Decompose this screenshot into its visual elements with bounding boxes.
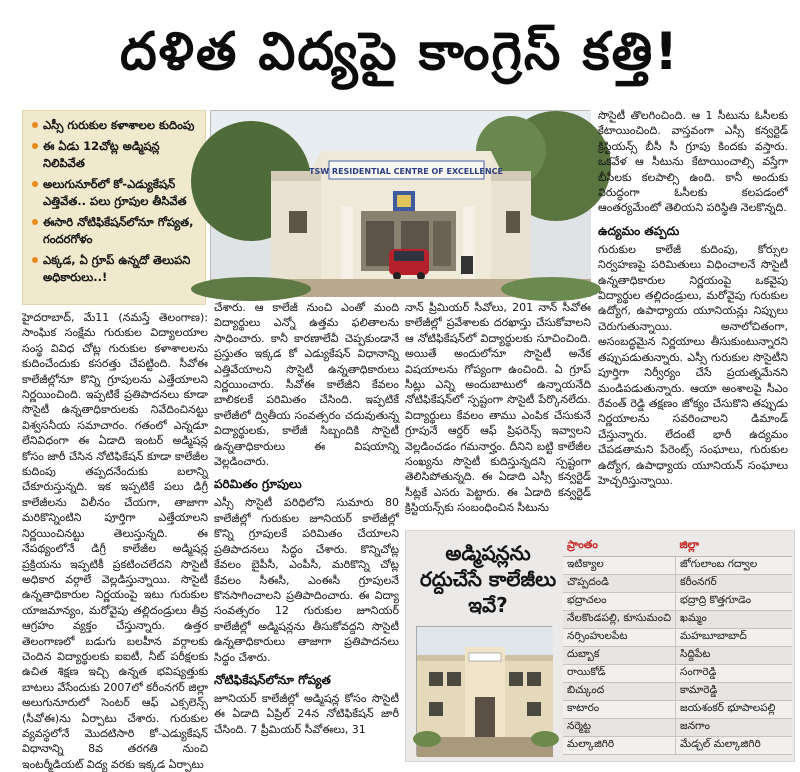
place-cell: మల్కాజిగిరి [563,737,676,755]
article-column-2 [214,300,399,756]
place-cell: నర్మెట్ట [563,719,676,737]
district-cell: సిద్దిపేట [676,647,792,665]
district-cell: మేడ్చల్ మల్కాజిగిరి [676,737,792,755]
table-row [563,701,792,719]
column-header-place: ప్రాంతం [563,536,676,557]
highlight-item: ఈ ఏడు 12చోట్ల అడ్మిషన్ల నిలిపివేత [31,138,199,172]
place-cell: చొప్పదండి [563,575,676,593]
district-cell: జనగాం [676,719,792,737]
article-paragraph: నాన్ ప్రీమియర్ సీవోలు, 201 నాన్ సీవోఈ కాలేజీల్లో ప్రవేశాలకు దరఖాస్తు చేసుకోవాలని ఆ నోటిఫికేషన్‌లో విద్యార్థులకు సూచించింది. అయితే అందులోనూ సొసైటీ అనేక విషయాలను గోప్యంగా ఉంచింది. ఏ గ్రూప్ సీట్లు ఎన్ని అందుబాటులో ఉన్నాయనేది నోటిఫికేషన్‌లో స్పష్టంగా సొసైటీ పేర్కొనలేదు. విద్యార్థులు కేవలం తాము ఎంపిక చేసుకునే గ్రూపునే ఆర్డర్ ఆఫ్ ప్రిఫరెన్స్ ఇవ్వాలని వెల్లడించడం గమనార్హం. దీనిని బట్టి కాలేజీల సంఖ్యను సొసైటీ కుదిస్తున్నదని స్పష్టంగా తెలిసిపోతున్నది. ఈ ఏడాది ఎస్సీ కన్వర్టెడ్ సీట్లకే ఎసరు పెట్టారు. ఈ ఏడాది కన్వర్టెడ్ క్రిస్టియన్స్‌కు సంబంధించిన సీటును [405,301,591,515]
article-paragraph: సొసైటీ తొలగించింది. ఆ 1 సీటును ఓసీలకు కేటాయించింది. వాస్తవంగా ఎస్సీ కన్వర్టెడ్ క్రిస్టియన్స్ బీసీ సీ గ్రూపు కిందకు వస్తారు. ఒకవేళ ఆ సీటును కేటాయించాల్సి వస్తేగా బీసీలకు కలపాల్సి ఉంది. కానీ అందుకు విరుద్ధంగా ఓసీలకు కలపడంలో ఆంతర్యమేంటో తెలియని పరిస్థితి నెలకొన్నది. [598,109,788,215]
small-building-illustration [417,627,553,757]
district-cell: జయశంకర్ భూపాలపల్లి [676,701,792,719]
table-row [563,665,792,683]
college-building-photo [210,110,590,296]
article-paragraph: హైదరాబాద్, మే11 (నమస్తే తెలంగాణ): సాంఘిక సంక్షేమ గురుకుల విద్యాలయాల సంస్థ వివిధ చోట్ల గురుకుల కళాశాలలను కుదించేందుకు కసరత్తు చేపట్టింది. సీవోఈ కాలేజీల్లోనూ కొన్ని గ్రూపులను ఎత్తేయాలని నిర్ణయించింది. ఇప్పటికే ప్రతిపాదనలు కూడా సొసైటీ ఉన్నతాధికారులకు నివేదించినట్టు విశ్వసనీయ సమాచారం. గతంలో ఎన్నడూ లేనివిధంగా ఈ ఏడాది ఇంటర్ అడ్మిషన్ల కోసం జారీ చేసిన నోటిఫికేషన్ కూడా కాలేజీల కుదింపు తప్పదనేందుకు బలాన్ని చేకూరుస్తున్నది. ఇక ఇప్పటికే పలు డిగ్రీ కాలేజీలను విలీనం చేయగా, తాజాగా మరికొన్నింటిని పూర్తిగా ఎత్తేయాలని నిర్ణయించినట్టు తెలుస్తున్నది. ఈ నేపథ్యంలోనే డిగ్రీ కాలేజీల అడ్మిషన్ల ప్రక్రియను ఇప్పటికీ ప్రకటించలేదని సొసైటీ అధికార వర్గాలే వెల్లడిస్తున్నాయి. సొసైటీ ఉన్నతాధికారుల నిర్ణయంపై ఇటు గురుకుల యాజమాన్యం, మరోవైపు తల్లిదండ్రులు తీవ్ర ఆగ్రహం వ్యక్తం చేస్తున్నారు. ఉత్తర తెలంగాణలో బడుగు బలహీన వర్గాలకు చెందిన విద్యార్థులకు ఐఐటీ, నీట్ పరీక్షలకు ఉచిత శిక్షణ ఇచ్చి ఉన్నత భవిష్యత్తుకు బాటలు వేసేందుకు 2007లో కరీంనగర్ జిల్లా అలుగునూరులో సెంటర్ ఆఫ్ ఎక్సలెన్స్ (సీవోఈ)ను ఏర్పాటు చేశారు. గురుకుల వ్యవస్థలోనే మొదటిసారి కో-ఎడ్యుకేషన్ విధానాన్ని 8వ తరగతి నుంచి ఇంటర్మీడియట్ విద్య వరకు ఇక్కడ ఏర్పాటు [22,311,208,771]
place-cell: బిచ్కుంద [563,683,676,701]
place-cell: నేలకొండపల్లి, కూసుమంచి [563,611,676,629]
highlight-item: ఈసారి నోటిఫికేషన్‌లోనూ గోప్యత, గందరగోళం [31,214,199,248]
article-paragraph: జూనియర్ కాలేజీల్లో అడ్మిషన్ల కోసం సొసైటీ ఈ ఏడాది ఏప్రిల్ 24న నోటిఫికేషన్ జారీ చేసింది. 7 ప్రీమియర్ సీవోఈలు, 31 [214,691,399,736]
table-row [563,575,792,593]
article-paragraph: ఎస్సీ సొసైటీ పరిధిలోని సుమారు 80 కాలేజీల్లో గురుకుల జూనియర్ కాలేజీల్లో కొన్ని గ్రూపులకే పరిమితం చేయాలని ప్రతిపాదనలు సిద్ధం చేశారు. కొన్నిచోట్ల కేవలం బైపీసీ, ఎంపీసీ, మరికొన్ని చోట్ల కేవలం సీఈసీ, ఎంఈసీ గ్రూపులనే కొనసాగించాలని ప్రతిపాదించారు. ఈ విద్యా సంవత్సరం 12 గురుకుల జూనియర్ కాలేజీల్లో అడ్మిషన్లను తీసుకోవద్దని సొసైటీ ఉన్నతాధికారులు తాజాగా ప్రతిపాదనలు సిద్ధం చేశారు. [214,496,399,664]
highlight-item: అలుగునూర్‌లో కో-ఎడ్యుకేషన్ ఎత్తివేత.. పలు గ్రూపుల తీసివేత [31,176,199,210]
district-cell: సంగారెడ్డి [676,665,792,683]
colleges-table [563,536,792,755]
table-row [563,593,792,611]
section-subhead: ఉద్యమం తప్పదు [598,223,680,238]
headline: దళిత విద్యపై కాంగ్రెస్ కత్తి! [0,0,800,104]
district-cell: భద్రాద్రి కొత్తగూడెం [676,593,792,611]
place-cell: రాయికోడ్ [563,665,676,683]
table-header-row [563,536,792,557]
section-subhead: నోటిఫికేషన్‌లోనూ గోప్యత [214,672,331,687]
column-header-district: జిల్లా [676,536,792,557]
infobox-title: అడ్మిషన్లను రద్దుచేసే కాలేజీలు ఇవే? [419,541,557,617]
place-cell: కాటారం [563,701,676,719]
highlights-list [31,117,199,286]
table-row [563,557,792,575]
highlight-item: ఎస్సీ గురుకుల కళాశాలల కుదింపు [31,117,199,134]
section-subhead: పరిమితం గ్రూపులు [214,477,302,492]
place-cell: ఇటిక్యాల [563,557,676,575]
place-cell: దుబ్బాక [563,647,676,665]
article-paragraph: చేశారు. ఆ కాలేజీ నుంచి ఎంతో మంది విద్యార్థులు ఎన్నో ఉత్తమ ఫలితాలను సాధించారు. కానీ కారణాలేవీ చెప్పకుండానే ప్రస్తుతం ఇక్కడ కో ఎడ్యుకేషన్ విధానాన్ని ఎత్తివేయాలని సొసైటీ ఉన్నతాధికారులు నిర్ణయించారు. సీవోఈ కాలేజీని కేవలం బాలికలకే పరిమితం చేసింది. ఇప్పటికే కాలేజీలో ద్వితీయ సంవత్సరం చదువుతున్న విద్యార్థులకు, కాలేజీ సిబ్బందికి సొసైటీ ఉన్నతాధికారులు ఈ విషయాన్ని వెల్లడించారు. [214,301,399,469]
article-paragraph: గురుకుల కాలేజీ కుదింపు, కోర్సుల నిర్వహణపై పరిమితులు విధించాలనే సొసైటీ ఉన్నతాధికారుల నిర్ణయంపై ఒకవైపు విద్యార్థుల తల్లిదండ్రులు, మరోవైపు గురుకుల ఉద్యోగ, ఉపాధ్యాయ యూనియన్లు నిప్పులు చెరుగుతున్నాయి. అనాలోచితంగా, అసంబద్ధమైన నిర్ణయాలు తీసుకుంటున్నారని తప్పుపడుతున్నారు. ఎస్సీ గురుకుల సొసైటీని పూర్తిగా నిర్వీర్యం చేసే ప్రయత్నమేనని మండిపడుతున్నారు. ఆయా అంశాలపై సీఎం రేవంత్ రెడ్డి తక్షణం జోక్యం చేసుకొని తప్పుడు నిర్ణయాలను సవరించాలని డిమాండ్ చేస్తున్నారు. లేదంటే భారీ ఉద్యమం చేపడతామని పేరెంట్స్ సంఘాలు, గురుకుల ఉద్యోగ, ఉపాధ్యాయ యూనియన్ సంఘాలు హెచ్చరిస్తున్నాయి. [598,242,788,487]
building-illustration [211,111,591,297]
highlights-box [22,110,206,305]
college-small-photo [416,626,552,756]
article-column-4 [598,108,788,528]
article-column-1 [22,310,208,771]
table-row [563,683,792,701]
district-cell: కరీంనగర్ [676,575,792,593]
table-row [563,629,792,647]
district-cell: కామారెడ్డి [676,683,792,701]
table-row [563,719,792,737]
district-cell: మహబూబాబాద్ [676,629,792,647]
article-column-3 [405,300,591,526]
district-cell: జోగులాంబ గద్వాల [676,557,792,575]
place-cell: నర్సింహులపేట [563,629,676,647]
table-row [563,647,792,665]
place-cell: భద్రాచలం [563,593,676,611]
table-row [563,611,792,629]
district-cell: ఖమ్మం [676,611,792,629]
table-row [563,737,792,755]
building-sign: TSW RESIDENTIAL CENTRE OF EXCELLENCE [309,167,503,176]
highlight-item: ఎక్కడ, ఏ గ్రూప్ ఉన్నదో తెలుపని అధికారులు..! [31,252,199,286]
